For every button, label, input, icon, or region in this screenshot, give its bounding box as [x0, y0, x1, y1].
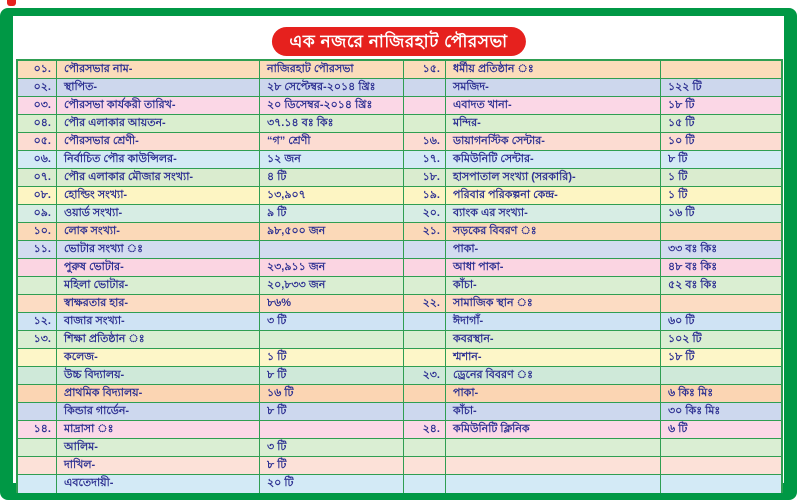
row-label-right: পাকা- — [446, 385, 661, 402]
table-row — [18, 133, 781, 151]
row-value-left: ২৮ সেপ্টেম্বর-২০১৪ খ্রিঃ — [260, 79, 404, 96]
row-label-right: কবরস্থান- — [446, 331, 661, 348]
table-row — [18, 313, 781, 331]
table-row — [18, 205, 781, 223]
row-value-left: ৪ টি — [260, 169, 404, 186]
row-number-left: ১৪. — [18, 421, 57, 438]
table-row — [18, 367, 781, 385]
row-number-left — [18, 259, 57, 276]
row-value-left: ৮ টি — [260, 457, 404, 474]
table-row — [18, 439, 781, 457]
row-value-right — [661, 61, 781, 78]
row-label-left: প্রাথমিক বিদ্যালয়- — [57, 385, 260, 402]
row-label-left: পৌরসভার নাম- — [57, 61, 260, 78]
row-label-right: সড়কের বিবরণ ঃ — [446, 223, 661, 240]
row-value-left: ৮ টি — [260, 403, 404, 420]
row-label-right: ব্যাংক এর সংখ্যা- — [446, 205, 661, 222]
row-number-right — [404, 313, 446, 330]
row-number-right — [404, 79, 446, 96]
row-number-right — [404, 115, 446, 132]
row-label-right: কাঁচা- — [446, 403, 661, 420]
row-label-left: কিন্ডার গার্ডেন- — [57, 403, 260, 420]
row-value-right: ১২২ টি — [668, 81, 702, 93]
row-value-left: ৯ টি — [260, 205, 404, 222]
table-row — [18, 115, 781, 133]
row-number-right — [404, 331, 446, 348]
row-label-left: পুরুষ ভোটার- — [57, 259, 260, 276]
green-frame — [0, 8, 797, 500]
row-number-right — [404, 97, 446, 114]
row-value-left: ২৩,৯১১ জন — [260, 259, 404, 276]
row-label-right: সমজিদ- — [446, 79, 661, 96]
row-value-left: ১২ জন — [260, 151, 404, 168]
row-value-right: ১০২ টি — [668, 333, 702, 345]
row-value-right: ১৮ টি — [668, 351, 695, 363]
row-number-right — [404, 439, 446, 456]
row-number-right: ১৯. — [404, 187, 446, 204]
row-value-right: ১৫ টি — [668, 117, 695, 129]
row-label-left: পৌরসভা কার্যকরী তারিখ- — [57, 97, 260, 114]
row-number-right: ১৫. — [404, 61, 446, 78]
row-label-left: দাখিল- — [57, 457, 260, 474]
row-value-left: “গ” শ্রেণী — [260, 133, 404, 150]
row-number-left — [18, 277, 57, 294]
row-number-left — [18, 349, 57, 366]
row-number-right: ২০. — [404, 205, 446, 222]
row-label-left: পৌর এলাকার মৌজার সংখ্যা- — [57, 169, 260, 186]
row-number-left — [18, 367, 57, 384]
row-number-left — [18, 385, 57, 402]
row-number-left: ১০. — [18, 223, 57, 240]
row-number-right: ১৮. — [404, 169, 446, 186]
row-label-right: এবাদত খানা- — [446, 97, 661, 114]
row-label-right: হাসপাতাল সংখ্যা (সরকারি)- — [446, 169, 661, 186]
row-number-right — [404, 259, 446, 276]
table-row — [18, 259, 781, 277]
row-label-left: পৌরসভার শ্রেণী- — [57, 133, 260, 150]
row-label-right: পাকা- — [446, 241, 661, 258]
row-label-right: পরিবার পরিকল্পনা কেন্দ্র- — [446, 187, 661, 204]
row-number-left: ০৮. — [18, 187, 57, 204]
row-label-right — [446, 475, 661, 493]
row-number-left: ০৬. — [18, 151, 57, 168]
row-number-left: ০২. — [18, 79, 57, 96]
row-value-left: ৯৮,৫০০ জন — [260, 223, 404, 240]
row-value-left: ১৬ টি — [260, 385, 404, 402]
row-value-left: ৮ টি — [260, 367, 404, 384]
row-value-right: ৬ টি — [668, 423, 688, 435]
row-value-right: ১ টি — [668, 189, 688, 201]
row-label-left: মাদ্রাসা ঃ — [57, 421, 260, 438]
table-row — [18, 223, 781, 241]
row-number-left — [18, 457, 57, 474]
row-value-right: ১ টি — [668, 171, 688, 183]
row-label-right: শ্মশান- — [446, 349, 661, 366]
row-label-left: নির্বাচিত পৌর কাউন্সিলর- — [57, 151, 260, 168]
table-row — [18, 421, 781, 439]
table-row — [18, 241, 781, 259]
row-value-left — [260, 421, 404, 438]
row-number-left: ০৫. — [18, 133, 57, 150]
row-number-left: ১৩. — [18, 331, 57, 348]
row-number-right — [404, 349, 446, 366]
row-label-left: এবতেদায়ী- — [57, 475, 260, 493]
row-label-right: ডায়াগনস্টিক সেন্টার- — [446, 133, 661, 150]
row-value-right: ৪৮ বঃ কিঃ — [668, 261, 718, 273]
table-row — [18, 97, 781, 115]
row-value-right: ৩৩ বঃ কিঃ — [668, 243, 718, 255]
row-label-right: ড্রেনের বিবরণ ঃ — [446, 367, 661, 384]
row-number-left: ০১. — [18, 61, 57, 78]
corner-red-mark — [7, 0, 16, 6]
row-number-left: ০৪. — [18, 115, 57, 132]
row-label-left: ওয়ার্ড সংখ্যা- — [57, 205, 260, 222]
row-value-left: ২০,৮৩৩ জন — [260, 277, 404, 294]
row-label-left: স্থাপিত- — [57, 79, 260, 96]
row-label-left: লোক সংখ্যা- — [57, 223, 260, 240]
row-value-right: ৫২ বঃ কিঃ — [668, 279, 718, 291]
row-value-right — [661, 223, 781, 240]
row-number-left: ০৩. — [18, 97, 57, 114]
row-number-right: ১৭. — [404, 151, 446, 168]
row-label-left: ভোটার সংখ্যা ঃ — [57, 241, 260, 258]
row-label-right: ঈদাগাঁ- — [446, 313, 661, 330]
row-label-right: কমিউনিটি ক্লিনিক — [446, 421, 661, 438]
row-number-left: ১১. — [18, 241, 57, 258]
row-label-right — [446, 457, 661, 474]
table-row — [18, 79, 781, 97]
table-row — [18, 295, 781, 313]
row-label-right: আধা পাকা- — [446, 259, 661, 276]
row-label-right: ধর্মীয় প্রতিষ্ঠান ঃ — [446, 61, 661, 78]
row-label-right: কমিউনিটি সেন্টার- — [446, 151, 661, 168]
table-row — [18, 349, 781, 367]
row-number-right — [404, 277, 446, 294]
row-value-right: ১৮ টি — [668, 99, 695, 111]
row-label-left: মহিলা ভোটার- — [57, 277, 260, 294]
row-value-right: ৬০ টি — [668, 315, 695, 327]
row-value-left: নাজিরহাট পৌরসভা — [260, 61, 404, 78]
row-value-left: ৮৬% — [260, 295, 404, 312]
row-value-left: ১৩,৯০৭ — [260, 187, 404, 204]
row-number-right: ২২. — [404, 295, 446, 312]
row-number-right: ২৩. — [404, 367, 446, 384]
row-value-left: ২০ টি — [260, 475, 404, 493]
table-row — [18, 385, 781, 403]
row-label-left: পৌর এলাকার আয়তন- — [57, 115, 260, 132]
row-label-right — [446, 439, 661, 456]
row-label-left: হোল্ডিং সংখ্যা- — [57, 187, 260, 204]
row-value-left: ২০ ডিসেম্বর-২০১৪ খ্রিঃ — [260, 97, 404, 114]
row-number-left — [18, 475, 57, 493]
row-number-right — [404, 385, 446, 402]
table-row — [18, 151, 781, 169]
row-number-right — [404, 475, 446, 493]
row-number-right: ২৪. — [404, 421, 446, 438]
table-row — [18, 277, 781, 295]
table-row — [18, 61, 781, 79]
row-label-left: কলেজ- — [57, 349, 260, 366]
content-area — [13, 16, 784, 489]
table-row — [18, 187, 781, 205]
municipality-info-table — [16, 59, 783, 493]
row-value-right: ৩০ কিঃ মিঃ — [668, 405, 721, 417]
row-number-right: ২১. — [404, 223, 446, 240]
row-label-left: স্বাক্ষরতার হার- — [57, 295, 260, 312]
row-number-right: ১৬. — [404, 133, 446, 150]
row-value-right — [661, 295, 781, 312]
table-row — [18, 475, 781, 493]
row-number-left — [18, 295, 57, 312]
row-value-right: ৬ কিঃ মিঃ — [668, 387, 714, 399]
row-label-left: বাজার সংখ্যা- — [57, 313, 260, 330]
row-value-left — [260, 331, 404, 348]
table-row — [18, 457, 781, 475]
table-row — [18, 403, 781, 421]
table-row — [18, 331, 781, 349]
row-number-left — [18, 439, 57, 456]
table-row — [18, 169, 781, 187]
row-number-right — [404, 457, 446, 474]
row-number-right — [404, 241, 446, 258]
row-label-right: সামাজিক স্থান ঃ — [446, 295, 661, 312]
row-label-left: আলিম- — [57, 439, 260, 456]
row-value-right: ৮ টি — [668, 153, 688, 165]
row-value-right — [661, 475, 781, 493]
row-number-left — [18, 403, 57, 420]
row-number-right — [404, 403, 446, 420]
row-label-right: কাঁচা- — [446, 277, 661, 294]
row-label-right: মন্দির- — [446, 115, 661, 132]
row-value-right — [661, 439, 781, 456]
row-value-right — [661, 367, 781, 384]
row-value-right: ১৬ টি — [668, 207, 695, 219]
row-number-left: ১২. — [18, 313, 57, 330]
row-value-left: ৩ টি — [260, 439, 404, 456]
page-title: এক নজরে নাজিরহাট পৌরসভা — [271, 27, 525, 56]
row-value-left: ৩৭.১৪ বঃ কিঃ — [260, 115, 404, 132]
row-value-right — [661, 457, 781, 474]
row-value-left: ৩ টি — [260, 313, 404, 330]
row-number-left: ০৯. — [18, 205, 57, 222]
row-value-right: ১০ টি — [668, 135, 695, 147]
row-label-left: উচ্চ বিদ্যালয়- — [57, 367, 260, 384]
row-value-left: ১ টি — [260, 349, 404, 366]
row-label-left: শিক্ষা প্রতিষ্ঠান ঃ — [57, 331, 260, 348]
row-value-left — [260, 241, 404, 258]
row-number-left: ০৭. — [18, 169, 57, 186]
